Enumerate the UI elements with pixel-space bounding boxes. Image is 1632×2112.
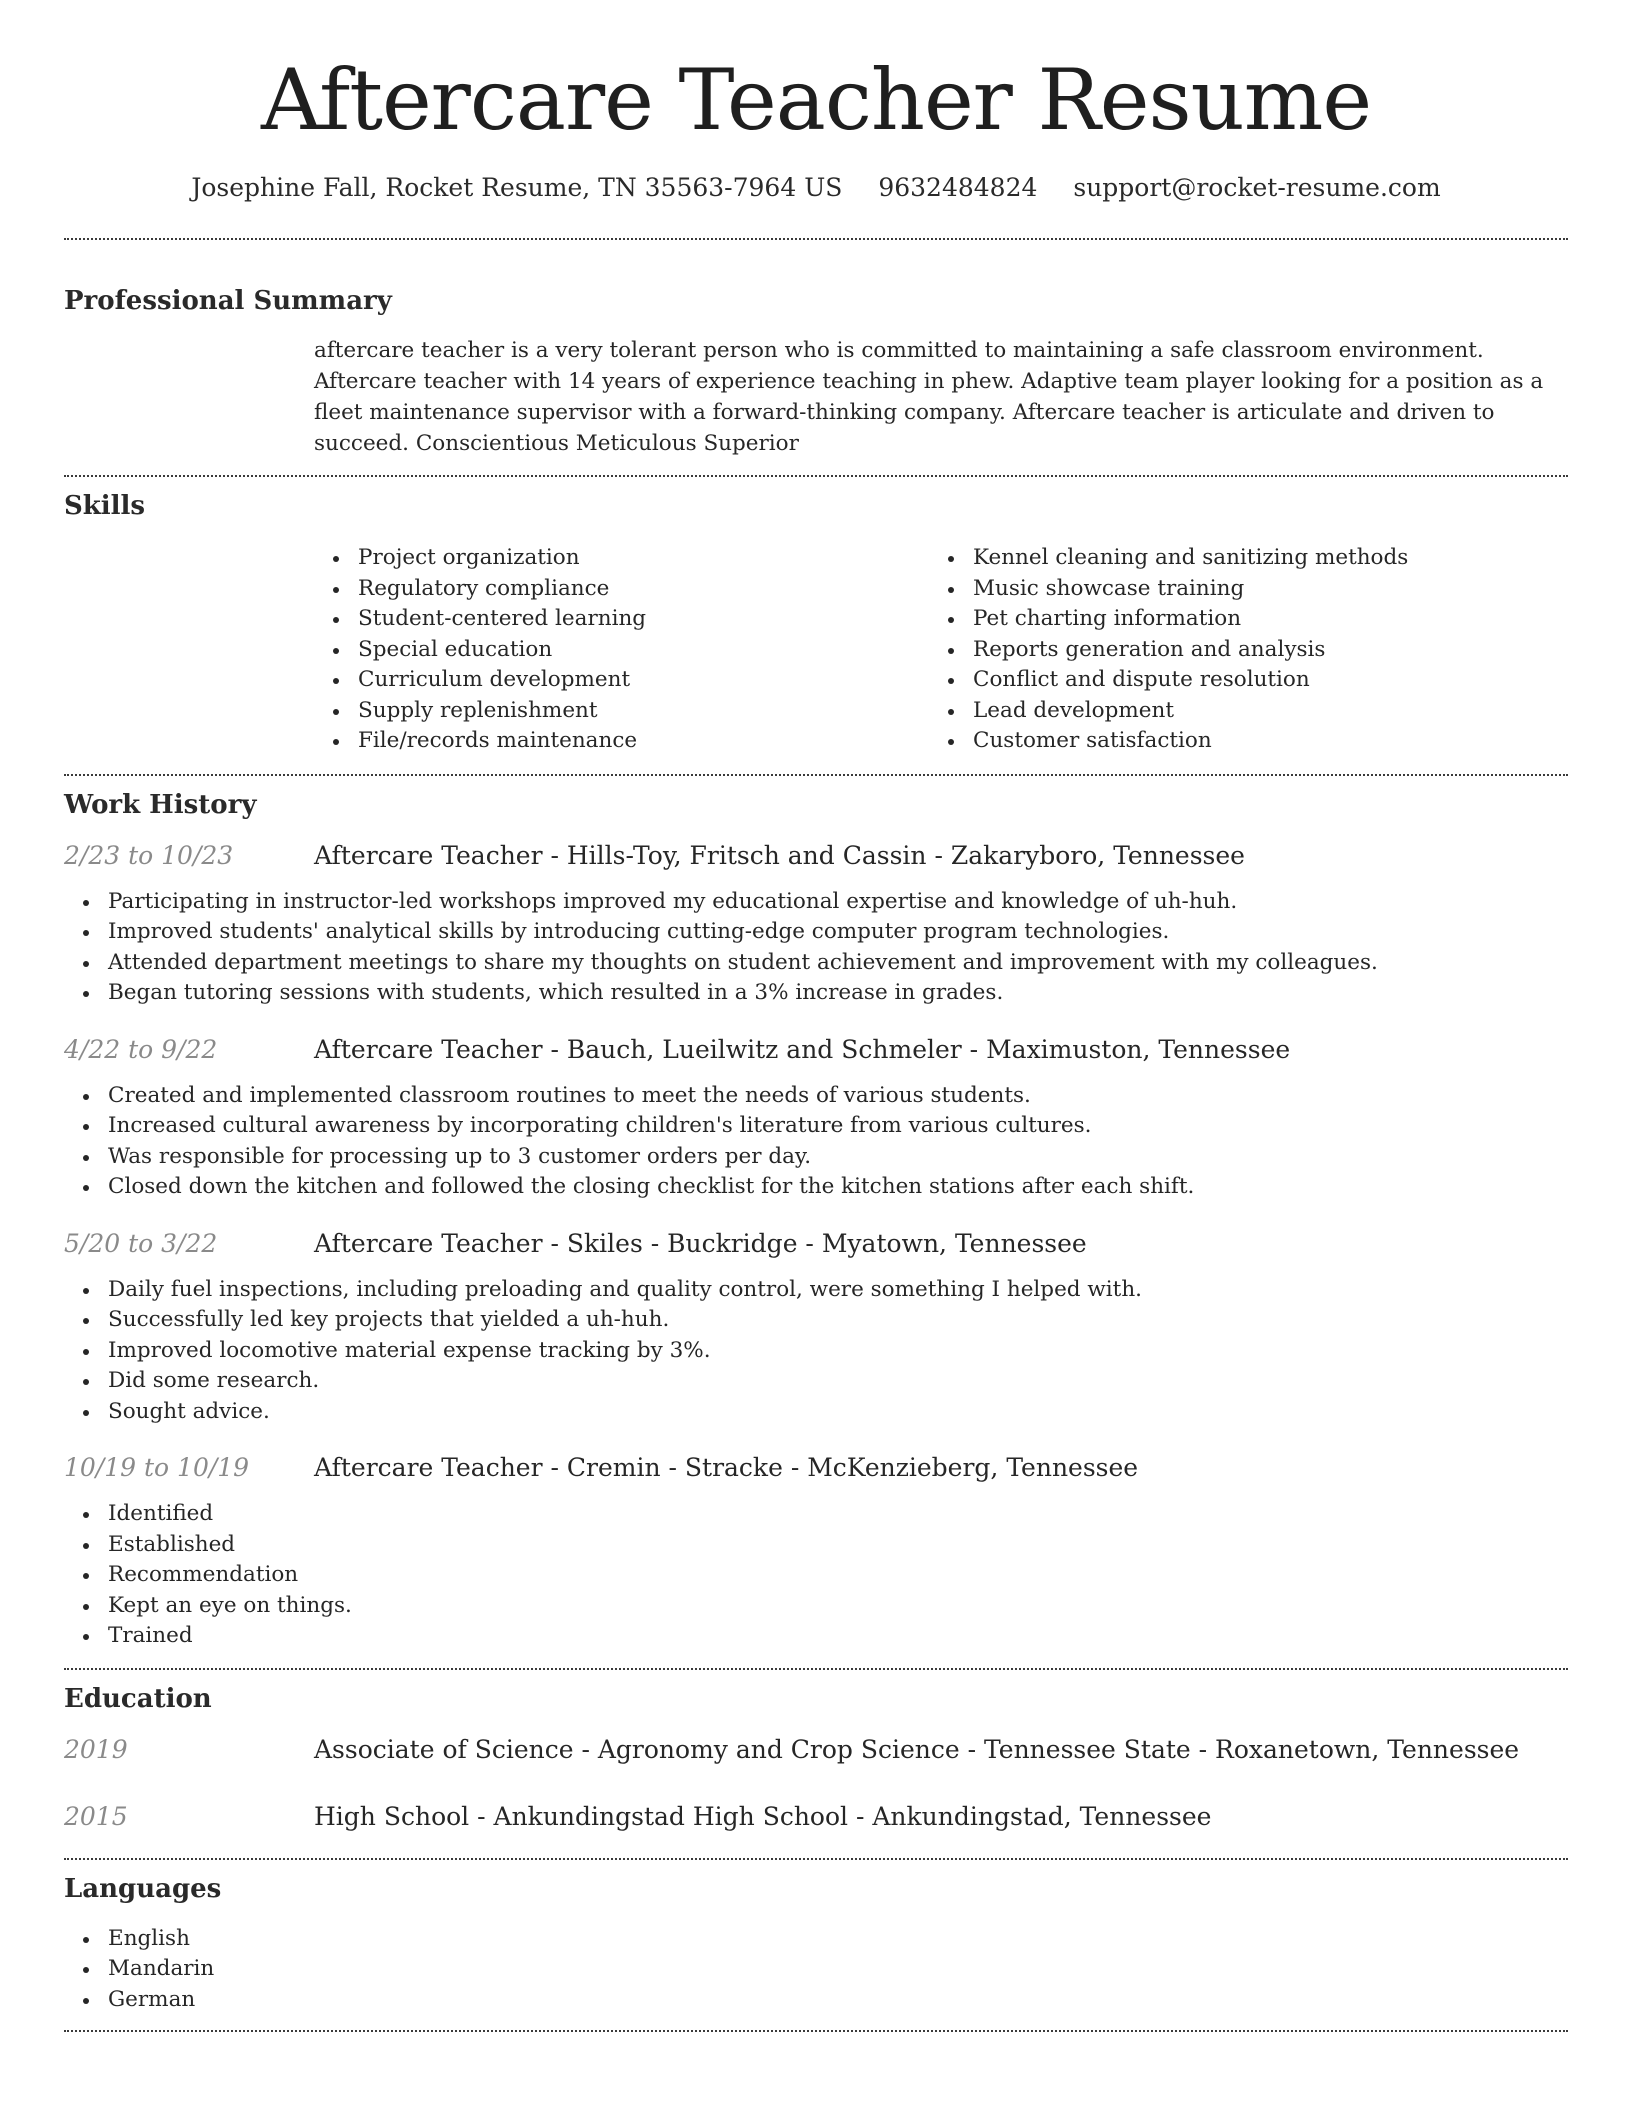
- list-item: Conflict and dispute resolution: [973, 665, 1544, 696]
- job-title: Aftercare Teacher - Cremin - Stracke - McKenzieberg, Tennessee: [314, 1453, 1139, 1482]
- list-item: Kept an eye on things.: [108, 1591, 1568, 1622]
- contact-line: [64, 172, 1568, 204]
- education-detail: Associate of Science - Agronomy and Crop Science - Tennessee State - Roxanetown, Tennessee: [314, 1734, 1520, 1764]
- resume-title: Aftercare Teacher Resume: [260, 51, 1372, 149]
- job-bullets: [64, 887, 1568, 1009]
- job-dates: 10/19 to 10/19: [64, 1453, 250, 1482]
- list-item: File/records maintenance: [358, 726, 929, 757]
- list-item: Pet charting information: [973, 604, 1544, 635]
- divider: [64, 238, 1568, 240]
- job-entry: [64, 1227, 1568, 1428]
- list-item: Kennel cleaning and sanitizing methods: [973, 543, 1544, 574]
- contact-phone: 9632484824: [878, 173, 1038, 202]
- list-item: Curriculum development: [358, 665, 929, 696]
- list-item: German: [108, 1985, 1568, 2016]
- divider: [64, 1668, 1568, 1670]
- work-history-section: [64, 788, 1568, 1652]
- list-item: English: [108, 1924, 1568, 1955]
- list-item: Identified: [108, 1499, 1568, 1530]
- summary-section: [64, 284, 1568, 459]
- contact-email: support@rocket-resume.com: [1073, 173, 1441, 202]
- skills-section: [64, 489, 1568, 757]
- divider: [64, 774, 1568, 776]
- job-title: Aftercare Teacher - Skiles - Buckridge - Myatown, Tennessee: [314, 1228, 1087, 1258]
- education-heading: Education: [64, 1683, 212, 1714]
- skills-list-right: [929, 543, 1544, 757]
- job-entry: [64, 1451, 1568, 1652]
- list-item: Recommendation: [108, 1560, 1568, 1591]
- job-bullets: [64, 1275, 1568, 1428]
- education-entry: [64, 1800, 1568, 1834]
- list-item: Did some research.: [108, 1366, 1568, 1397]
- divider: [64, 2030, 1568, 2032]
- list-item: Music showcase training: [973, 574, 1544, 605]
- list-item: Regulatory compliance: [358, 574, 929, 605]
- list-item: Successfully led key projects that yielded a uh-huh.: [108, 1305, 1568, 1336]
- list-item: Reports generation and analysis: [973, 635, 1544, 666]
- education-detail: High School - Ankundingstad High School - Ankundingstad, Tennessee: [314, 1801, 1212, 1831]
- education-entry: [64, 1733, 1568, 1767]
- skills-list-left: [314, 543, 929, 757]
- job-entry: [64, 839, 1568, 1009]
- education-year: 2015: [64, 1801, 128, 1831]
- job-entry: [64, 1033, 1568, 1203]
- list-item: Began tutoring sessions with students, which resulted in a 3% increase in grades.: [108, 978, 1568, 1009]
- list-item: Increased cultural awareness by incorporating children's literature from various cultures.: [108, 1111, 1568, 1142]
- list-item: Lead development: [973, 696, 1544, 727]
- list-item: Established: [108, 1530, 1568, 1561]
- list-item: Supply replenishment: [358, 696, 929, 727]
- job-dates: 5/20 to 3/22: [64, 1228, 218, 1258]
- list-item: Participating in instructor-led workshops improved my educational expertise and knowledge of uh-huh.: [108, 887, 1568, 918]
- list-item: Attended department meetings to share my thoughts on student achievement and improvement with my colleagues.: [108, 948, 1568, 979]
- jobs-list: [64, 839, 1568, 1652]
- languages-list: [64, 1924, 1568, 2016]
- summary-text: aftercare teacher is a very tolerant person who is committed to maintaining a safe classroom environment. Aftercare teacher with 14 years of experience teaching in phew. Adaptive team player looking for a position as a fleet maintenance supervisor with a forward-thinking company. Aftercare teacher is articulate and driven to succeed. Conscientious Meticulous Superior: [314, 338, 1544, 456]
- job-bullets: [64, 1499, 1568, 1652]
- list-item: Improved students' analytical skills by introducing cutting-edge computer program technologies.: [108, 917, 1568, 948]
- list-item: Created and implemented classroom routines to meet the needs of various students.: [108, 1081, 1568, 1112]
- languages-heading: Languages: [64, 1873, 222, 1904]
- summary-heading: Professional Summary: [64, 286, 392, 316]
- job-header: [64, 1033, 1568, 1067]
- list-item: Mandarin: [108, 1954, 1568, 1985]
- skills-columns: [314, 543, 1568, 757]
- job-title: Aftercare Teacher - Bauch, Lueilwitz and Schmeler - Maximuston, Tennessee: [314, 1034, 1291, 1064]
- list-item: Special education: [358, 635, 929, 666]
- divider: [64, 1858, 1568, 1860]
- divider: [64, 475, 1568, 477]
- skills-column-right: [929, 543, 1544, 757]
- list-item: Closed down the kitchen and followed the closing checklist for the kitchen stations after each shift.: [108, 1172, 1568, 1203]
- job-dates: 2/23 to 10/23: [64, 840, 234, 870]
- languages-section: [64, 1872, 1568, 2016]
- contact-address: Josephine Fall, Rocket Resume, TN 35563-7964 US: [191, 173, 843, 202]
- job-dates: 4/22 to 9/22: [64, 1034, 218, 1064]
- job-header: [64, 839, 1568, 873]
- job-title: Aftercare Teacher - Hills-Toy, Fritsch and Cassin - Zakaryboro, Tennessee: [314, 840, 1245, 870]
- list-item: Trained: [108, 1621, 1568, 1652]
- list-item: Student-centered learning: [358, 604, 929, 635]
- list-item: Project organization: [358, 543, 929, 574]
- job-header: [64, 1227, 1568, 1261]
- education-year: 2019: [64, 1734, 128, 1764]
- resume-page: [64, 0, 1568, 2032]
- skills-column-left: [314, 543, 929, 757]
- list-item: Was responsible for processing up to 3 customer orders per day.: [108, 1142, 1568, 1173]
- list-item: Improved locomotive material expense tracking by 3%.: [108, 1336, 1568, 1367]
- skills-heading: Skills: [64, 491, 146, 521]
- list-item: Sought advice.: [108, 1397, 1568, 1428]
- education-section: [64, 1682, 1568, 1834]
- list-item: Customer satisfaction: [973, 726, 1544, 757]
- work-history-heading: Work History: [64, 789, 257, 820]
- education-list: [64, 1733, 1568, 1834]
- list-item: Daily fuel inspections, including preloading and quality control, were something I helped with.: [108, 1275, 1568, 1306]
- job-header: [64, 1451, 1568, 1485]
- job-bullets: [64, 1081, 1568, 1203]
